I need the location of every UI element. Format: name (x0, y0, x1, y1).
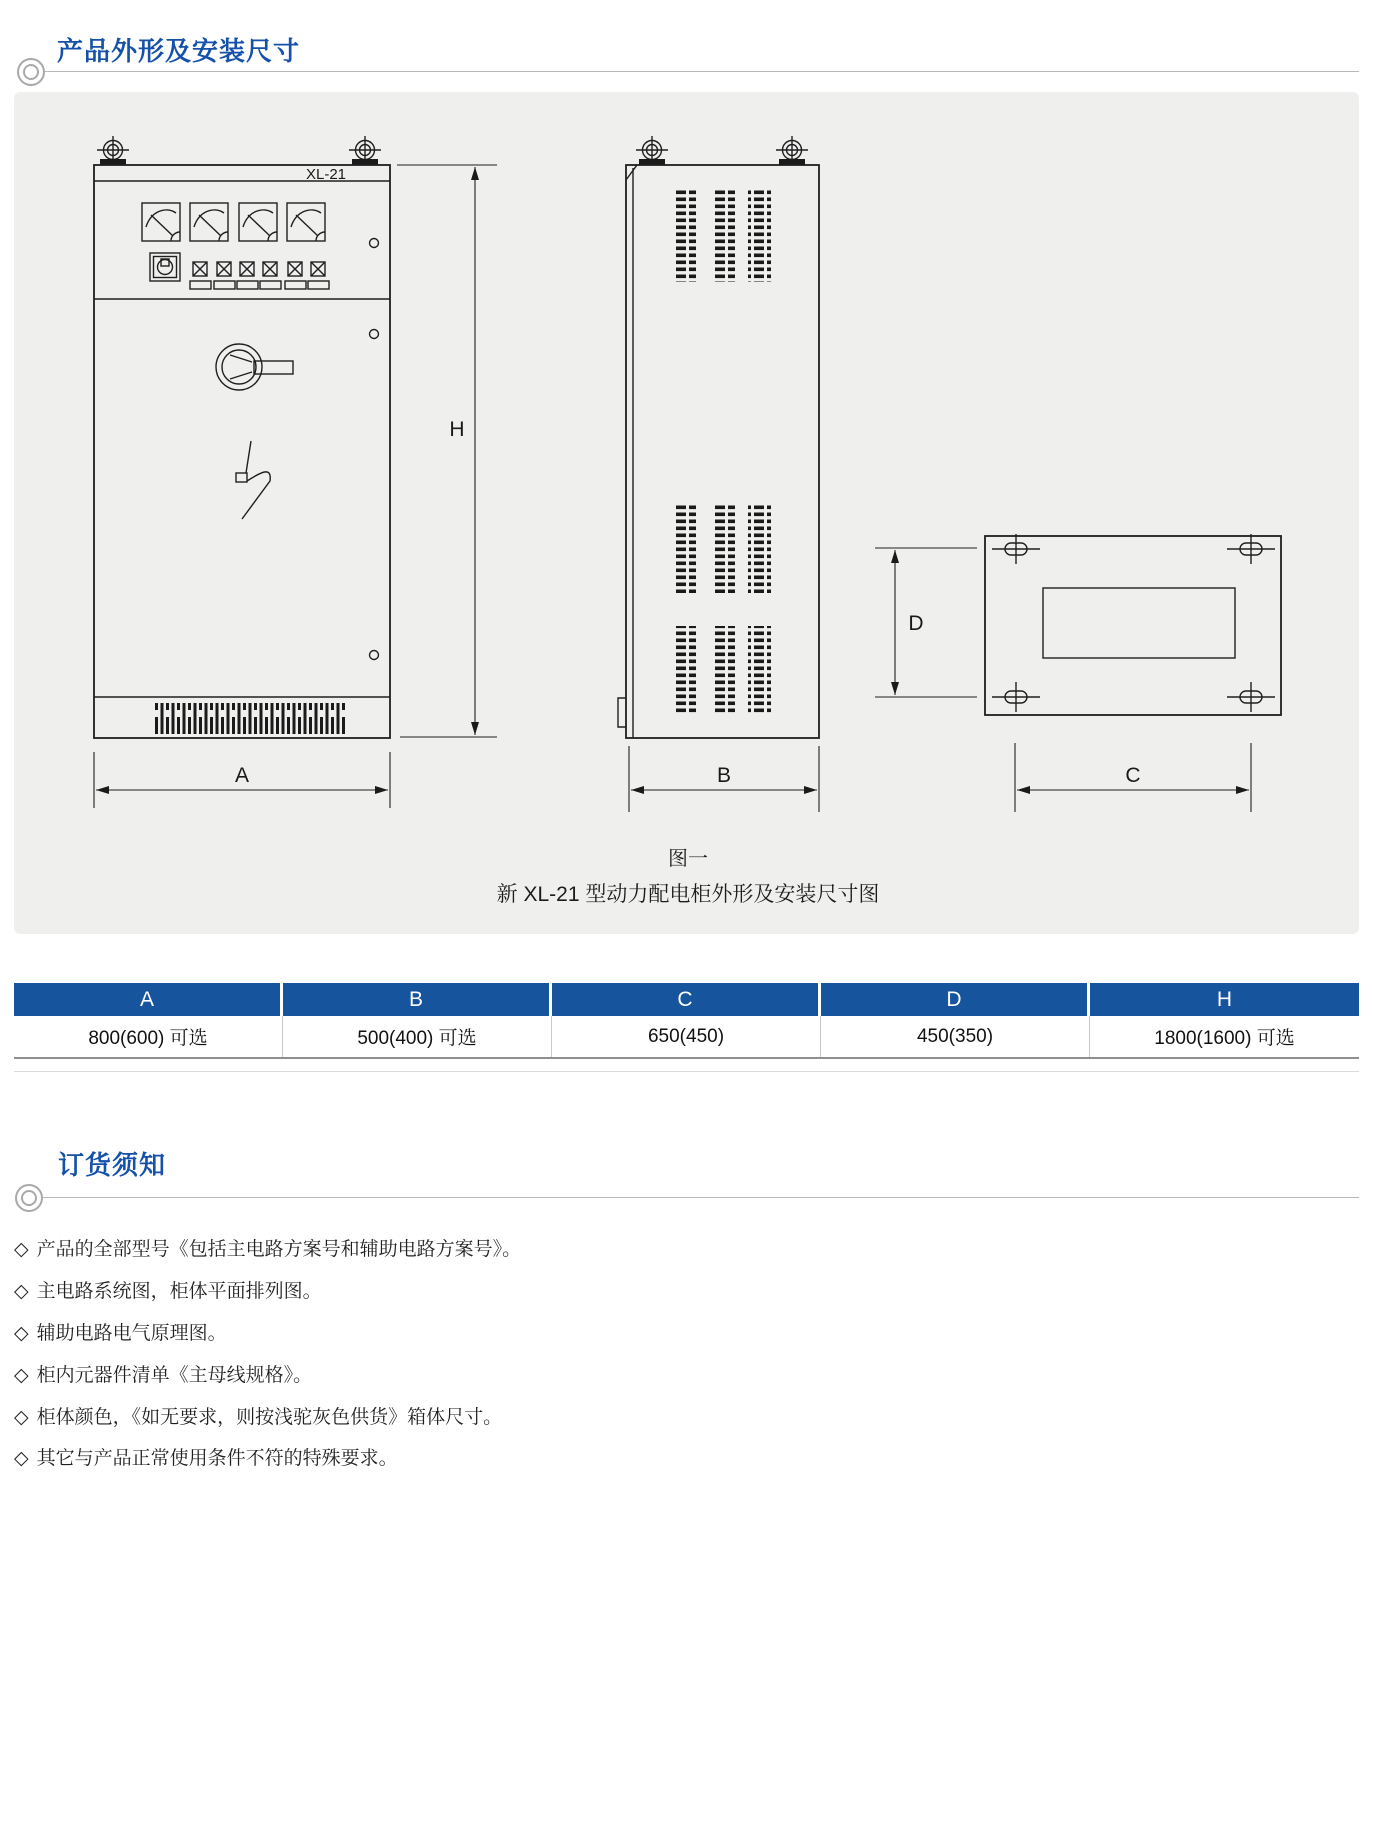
list-item (14, 1276, 1344, 1303)
dim-label-c: C (1125, 764, 1141, 787)
dim-label-a: A (234, 764, 250, 787)
list-item (14, 1318, 1344, 1345)
mounting-slot-icon (1227, 534, 1275, 564)
diamond-bullet-icon: ◇ (14, 1407, 29, 1428)
section-deco-circle-inner (21, 1190, 37, 1206)
section-title-ordering: 订货须知 (58, 1150, 167, 1180)
indicator-lamp-icon (190, 262, 211, 289)
table-underline (14, 1071, 1359, 1072)
table-value-cell-a: 800(600) 可选 (14, 1016, 283, 1057)
door-handle-icon (216, 344, 293, 390)
diamond-bullet-icon: ◇ (14, 1365, 29, 1386)
lifting-eye-icon (636, 136, 668, 166)
section-deco-circle (15, 1184, 43, 1212)
diamond-bullet-icon: ◇ (14, 1448, 29, 1469)
vent-grille (673, 190, 696, 282)
table-header-cell-a: A (14, 983, 283, 1016)
diamond-bullet-icon: ◇ (14, 1239, 29, 1260)
vent-grille (673, 505, 696, 593)
section-title-dimensions: 产品外形及安装尺寸 (57, 36, 301, 66)
vent-grille (712, 190, 735, 282)
base-mounting-view (985, 534, 1281, 715)
diamond-bullet-icon: ◇ (14, 1323, 29, 1344)
figure-number-caption: 图一 (668, 848, 708, 870)
lifting-eye-icon (349, 136, 381, 166)
vent-grille (712, 626, 735, 714)
dim-label-h: H (449, 418, 465, 441)
list-item (14, 1443, 1344, 1470)
note-text: 其它与产品正常使用条件不符的特殊要求。 (36, 1448, 398, 1469)
vent-grille (748, 626, 771, 714)
key-switch-icon (150, 253, 180, 281)
mounting-slot-icon (1227, 682, 1275, 712)
note-text: 柜内元器件清单《主母线规格》。 (36, 1365, 313, 1386)
list-item (14, 1402, 1344, 1429)
indicator-lamp-icon (214, 262, 235, 289)
door-screw-hole (370, 330, 379, 339)
front-view (94, 136, 390, 738)
table-header-cell-h: H (1216, 987, 1233, 1011)
table-value-cell-c: 650(450) (552, 1016, 821, 1057)
table-value-row (14, 1016, 1359, 1059)
table-header-cell-d: D (821, 983, 1090, 1016)
note-text: 辅助电路电气原理图。 (36, 1323, 227, 1344)
mounting-slot-icon (992, 534, 1040, 564)
panel-meter-icon (190, 203, 228, 241)
panel-meter-icon (239, 203, 277, 241)
diamond-bullet-icon: ◇ (14, 1281, 29, 1302)
panel-meter-icon (142, 203, 180, 241)
table-value-cell-b: 500(400) 可选 (283, 1016, 552, 1057)
indicator-lamp-icon (308, 262, 329, 289)
lifting-eye-icon (97, 136, 129, 166)
bottom-vent-slats (155, 703, 347, 734)
door-screw-hole (370, 651, 379, 660)
vent-grille (712, 505, 735, 593)
breaker-symbol-icon (236, 441, 270, 519)
vent-grille (748, 190, 771, 282)
cabinet-model-label: XL-21 (305, 166, 347, 183)
dimension-table (14, 983, 1359, 1059)
dim-label-d: D (908, 612, 924, 635)
table-value-cell-h: 1800(1600) 可选 (1154, 1028, 1295, 1049)
list-item (14, 1234, 1344, 1261)
indicator-lamp-icon (285, 262, 306, 289)
vent-grille (748, 505, 771, 593)
table-header-cell-b: B (283, 983, 552, 1016)
dim-label-b: B (716, 764, 732, 787)
panel-meter-icon (287, 203, 325, 241)
list-item (14, 1360, 1344, 1387)
figure-title-caption: 新 XL-21 型动力配电柜外形及安装尺寸图 (496, 883, 880, 906)
indicator-lamp-icon (260, 262, 281, 289)
note-text: 产品的全部型号《包括主电路方案号和辅助电路方案号》。 (36, 1239, 522, 1260)
lifting-eye-icon (776, 136, 808, 166)
indicator-lamp-icon (237, 262, 258, 289)
table-header-row (14, 983, 1359, 1016)
mounting-slot-icon (992, 682, 1040, 712)
note-text: 主电路系统图，柜体平面排列图。 (36, 1281, 322, 1302)
table-value-cell-d: 450(350) (821, 1016, 1090, 1057)
vent-grille (673, 626, 696, 714)
section-divider-line (43, 1197, 1359, 1198)
table-header-cell-c: C (552, 983, 821, 1016)
door-screw-hole (370, 239, 379, 248)
note-text: 柜体颜色，《如无要求，则按浅驼灰色供货》箱体尺寸。 (36, 1407, 503, 1428)
side-view (618, 136, 819, 738)
